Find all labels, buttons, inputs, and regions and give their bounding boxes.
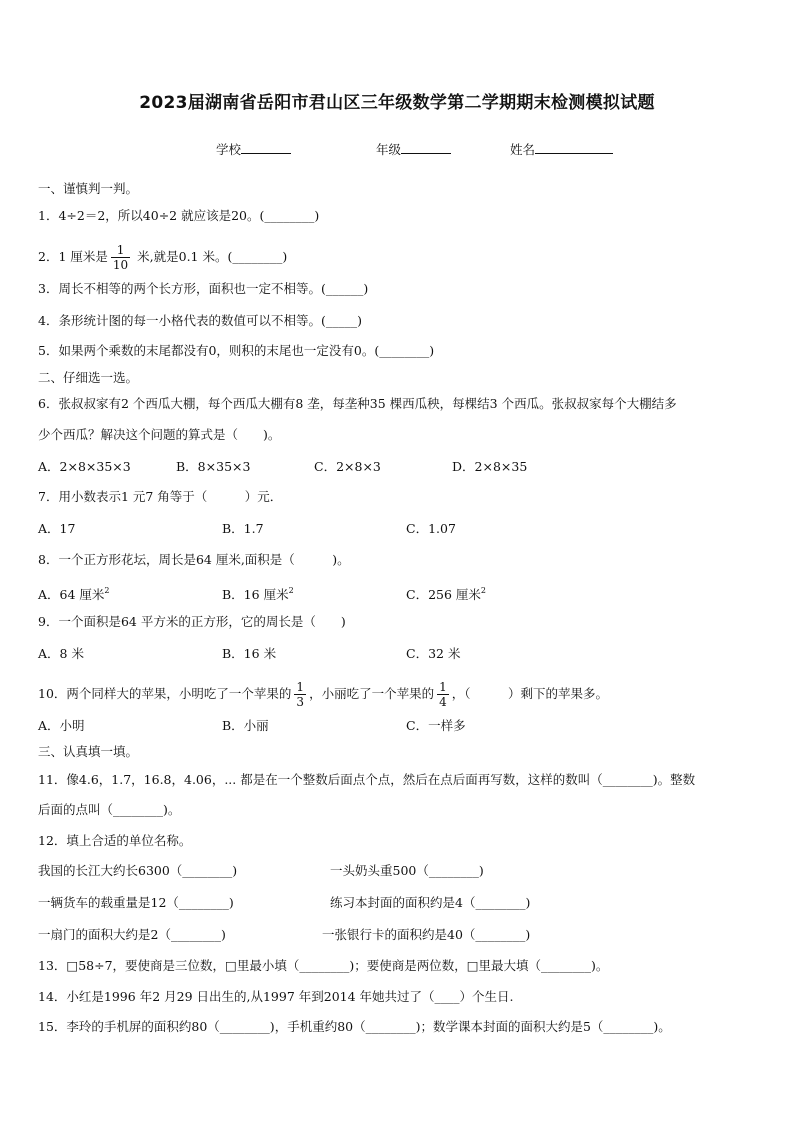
- superscript-2: 2: [104, 586, 110, 595]
- question-10: [38, 680, 764, 709]
- question-10-text-c: ，（ ）剩下的苹果多。: [451, 686, 608, 701]
- fraction-denominator: 3: [296, 695, 305, 709]
- fraction-1-4: [437, 680, 449, 709]
- question-4: 4．条形统计图的每一小格代表的数值可以不相等。(_____): [38, 313, 362, 328]
- question-9-option-c[interactable]: C．32 米: [406, 646, 461, 661]
- question-12: 12．填上合适的单位名称。: [38, 833, 192, 848]
- question-8: 8．一个正方形花坛，周长是64 厘米,面积是（ )。: [38, 552, 350, 567]
- question-15: 15．李玲的手机屏的面积约80（________)，手机重约80（________)；数学课本封面的面积大约是5（________)。: [38, 1019, 671, 1034]
- grade-label: 年级: [376, 142, 402, 157]
- section-3-heading: 三、认真填一填。: [38, 744, 139, 759]
- fraction-numerator: 1: [439, 680, 447, 694]
- question-9-option-a[interactable]: A．8 米: [38, 646, 84, 661]
- question-12-item-6: 一张银行卡的面积约是40（________): [322, 927, 531, 942]
- question-12-item-1: 我国的长江大约长6300（________): [38, 863, 238, 878]
- question-7-option-c[interactable]: C．1.07: [406, 521, 456, 536]
- question-10-text-a: 10．两个同样大的苹果，小明吃了一个苹果的: [38, 686, 292, 701]
- superscript-2: 2: [288, 586, 294, 595]
- name-field[interactable]: [510, 140, 613, 158]
- fraction-denominator: 10: [112, 258, 129, 272]
- question-8-option-a[interactable]: [38, 582, 110, 604]
- school-label: 学校: [216, 142, 242, 157]
- question-14: 14．小红是1996 年2 月29 日出生的,从1997 年到2014 年她共过了（____）个生日.: [38, 989, 514, 1004]
- question-11-line-2: 后面的点叫（________)。: [38, 802, 181, 817]
- question-8-option-b[interactable]: [222, 582, 294, 604]
- name-label: 姓名: [510, 142, 536, 157]
- question-7-option-a[interactable]: A．17: [38, 521, 76, 536]
- school-field[interactable]: [216, 140, 291, 158]
- question-9: 9．一个面积是64 平方米的正方形，它的周长是（ ): [38, 614, 346, 629]
- name-blank[interactable]: [535, 141, 613, 154]
- question-6-line-1: 6．张叔叔家有2 个西瓜大棚，每个西瓜大棚有8 垄，每垄种35 棵西瓜秧，每棵结3 个西瓜。张叔叔家每个大棚结多: [38, 396, 677, 411]
- question-11-line-1: 11．像4.6，1.7，16.8，4.06，... 都是在一个整数后面点个点，然后在点后面再写数，这样的数叫（________)。整数: [38, 772, 696, 787]
- question-8-option-c[interactable]: [406, 582, 486, 604]
- page-title: 2023届湖南省岳阳市君山区三年级数学第二学期期末检测模拟试题: [139, 93, 655, 113]
- question-10-option-b[interactable]: B．小丽: [222, 718, 269, 733]
- question-12-item-3: 一辆货车的载重量是12（________): [38, 895, 234, 910]
- question-5: 5．如果两个乘数的末尾都没有0，则积的末尾也一定没有0。(________): [38, 343, 435, 358]
- fraction-numerator: 1: [296, 680, 305, 694]
- question-12-item-4: 练习本封面的面积约是4（________): [330, 895, 531, 910]
- option-text: B．16 厘米: [222, 587, 289, 602]
- fraction-numerator: 1: [111, 243, 130, 258]
- question-2-text-a: 2．1 厘米是: [38, 249, 108, 264]
- question-6-option-b[interactable]: B．8×35×3: [176, 459, 251, 474]
- question-9-option-b[interactable]: B．16 米: [222, 646, 277, 661]
- school-blank[interactable]: [241, 141, 291, 154]
- question-2-text-b: 米,就是0.1 米。(________): [133, 249, 288, 264]
- question-2: [38, 243, 764, 272]
- question-10-text-b: ，小丽吃了一个苹果的: [309, 686, 435, 701]
- grade-blank[interactable]: [401, 141, 451, 154]
- question-7-option-b[interactable]: B．1.7: [222, 521, 264, 536]
- fraction-denominator: 4: [439, 695, 447, 709]
- section-1-heading: 一、谨慎判一判。: [38, 181, 139, 196]
- question-10-option-c[interactable]: C．一样多: [406, 718, 466, 733]
- superscript-2: 2: [480, 586, 486, 595]
- question-6-option-c[interactable]: C．2×8×3: [314, 459, 381, 474]
- question-6-option-d[interactable]: D．2×8×35: [452, 459, 528, 474]
- fraction-1-10: [111, 243, 130, 272]
- question-12-item-5: 一扇门的面积大约是2（________): [38, 927, 226, 942]
- fraction-1-3: [294, 680, 306, 709]
- question-6-option-a[interactable]: A．2×8×35×3: [38, 459, 131, 474]
- question-3: 3．周长不相等的两个长方形，面积也一定不相等。(______): [38, 281, 369, 296]
- option-text: A．64 厘米: [38, 587, 105, 602]
- question-6-line-2: 少个西瓜？解决这个问题的算式是（ )。: [38, 427, 281, 442]
- question-13: 13．□58÷7，要使商是三位数，□里最小填（________)；要使商是两位数，□里最大填（________)。: [38, 958, 609, 973]
- question-10-option-a[interactable]: A．小明: [38, 718, 85, 733]
- question-12-item-2: 一头奶头重500（________): [330, 863, 484, 878]
- grade-field[interactable]: [376, 140, 451, 158]
- question-1: 1．4÷2＝2，所以40÷2 就应该是20。(________): [38, 208, 320, 223]
- section-2-heading: 二、仔细选一选。: [38, 370, 139, 385]
- option-text: C．256 厘米: [406, 587, 481, 602]
- question-7: 7．用小数表示1 元7 角等于（ ）元．: [38, 489, 283, 504]
